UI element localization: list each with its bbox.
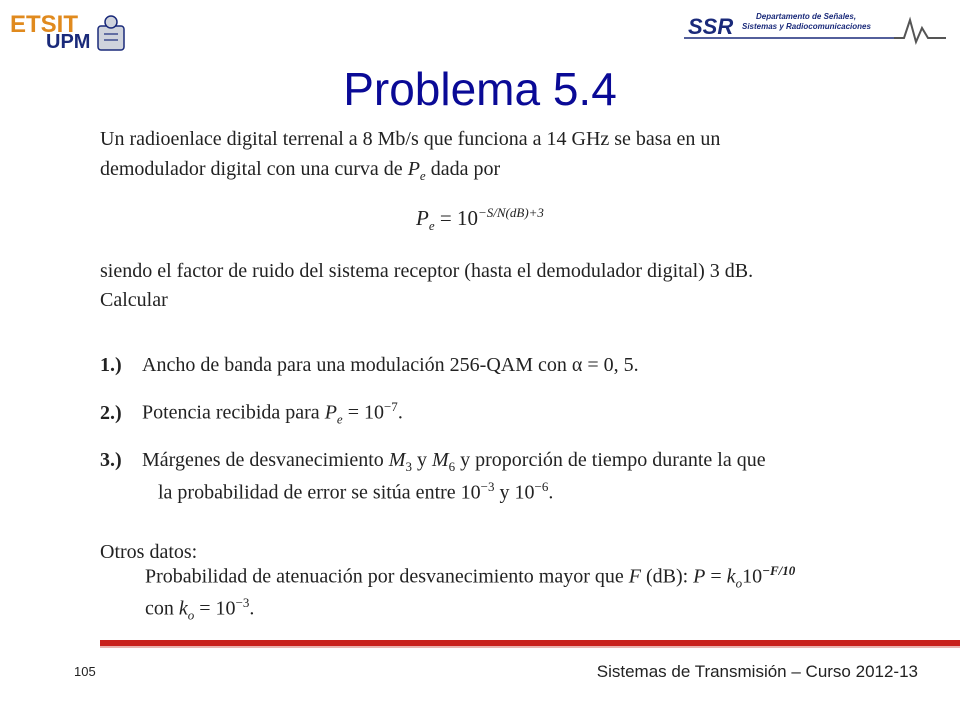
- text-segment: (dB):: [640, 565, 694, 588]
- k-variable: k: [178, 597, 188, 620]
- m3-subscript: 3: [405, 459, 412, 474]
- f-variable: F: [628, 565, 641, 588]
- pe-formula: [0, 205, 960, 234]
- question-2: [100, 399, 403, 428]
- text-segment: .: [397, 401, 403, 424]
- text-segment: demodulador digital con una curva de: [100, 158, 408, 180]
- upm-crest-icon: [98, 16, 124, 50]
- m3-variable: M: [388, 449, 406, 471]
- pe-subscript: e: [419, 168, 426, 183]
- text-segment: .: [249, 597, 255, 620]
- question-2-text: Potencia recibida para: [142, 401, 325, 424]
- text-segment: .: [548, 481, 554, 504]
- exponent: −7: [383, 399, 398, 414]
- formula-lhs: P: [416, 206, 429, 230]
- course-footer: Sistemas de Transmisión – Curso 2012-13: [596, 662, 918, 681]
- etsit-logo-text: ETSIT: [10, 11, 79, 38]
- k-subscript: o: [187, 607, 195, 623]
- question-1-number: 1.): [100, 354, 122, 376]
- receiver-noise-line: siendo el factor de ruido del sistema receptor (hasta el demodulador digital) 3 dB.: [100, 260, 754, 282]
- text-segment: y proporción de tiempo durante la que: [455, 449, 766, 471]
- k-variable: k: [726, 565, 736, 588]
- pe-variable: P: [324, 401, 337, 424]
- exponent: −3: [480, 479, 495, 494]
- text-segment: y 10: [494, 481, 535, 504]
- ssr-logo-line2: Sistemas y Radiocomunicaciones: [742, 22, 871, 31]
- signal-wave-icon: [894, 20, 946, 42]
- footer-divider-shadow: [100, 646, 960, 648]
- text-segment: Probabilidad de atenuación por desvanecimiento mayor que: [145, 565, 629, 588]
- text-segment: dada por: [425, 158, 501, 180]
- question-3-line-1: [100, 449, 766, 475]
- m6-subscript: 6: [448, 459, 456, 474]
- text-segment: la probabilidad de error se sitúa entre 10: [158, 481, 481, 504]
- text-segment: 10: [742, 565, 763, 588]
- text-segment: = 10: [194, 597, 236, 620]
- question-1-text: Ancho de banda para una modulación 256-QAM con α = 0, 5.: [142, 354, 639, 376]
- question-3-line-2: [158, 479, 553, 505]
- question-2-number: 2.): [100, 401, 122, 424]
- k-subscript: o: [735, 575, 743, 591]
- question-1: [100, 354, 639, 377]
- pe-variable: P: [407, 158, 420, 180]
- problem-statement-line-1: Un radioenlace digital terrenal a 8 Mb/s que funciona a 14 GHz se basa en un: [100, 128, 721, 150]
- problem-statement-line-2: [100, 158, 500, 184]
- ssr-logo-text: SSR: [688, 14, 734, 39]
- etsit-upm-logo: [8, 8, 138, 52]
- exponent: −6: [534, 479, 549, 494]
- question-3-number: 3.): [100, 449, 122, 471]
- text-segment: y: [411, 449, 432, 471]
- other-data-line-2: [145, 595, 254, 624]
- ssr-department-logo: [684, 6, 954, 46]
- text-segment: con: [145, 597, 179, 620]
- other-data-line-1: [145, 563, 795, 592]
- p-variable: P: [693, 565, 706, 588]
- other-data-heading: Otros datos:: [100, 541, 198, 563]
- calcular-label: Calcular: [100, 289, 168, 311]
- formula-lhs-subscript: e: [428, 218, 435, 234]
- slide-title: Problema 5.4: [343, 63, 617, 115]
- upm-logo-text: UPM: [46, 31, 91, 52]
- text-segment: =: [705, 565, 727, 588]
- question-3-text: Márgenes de desvanecimiento: [142, 449, 389, 471]
- ssr-logo-line1: Departamento de Señales,: [756, 12, 857, 21]
- text-segment: = 10: [342, 401, 384, 424]
- exponent: −3: [235, 595, 250, 610]
- pe-subscript: e: [336, 411, 343, 427]
- formula-exponent: −S/N(dB)+3: [478, 205, 544, 220]
- m6-variable: M: [431, 449, 449, 471]
- exponent: −F/10: [762, 563, 796, 578]
- formula-base: = 10: [434, 206, 478, 230]
- page-number: 105: [74, 664, 96, 679]
